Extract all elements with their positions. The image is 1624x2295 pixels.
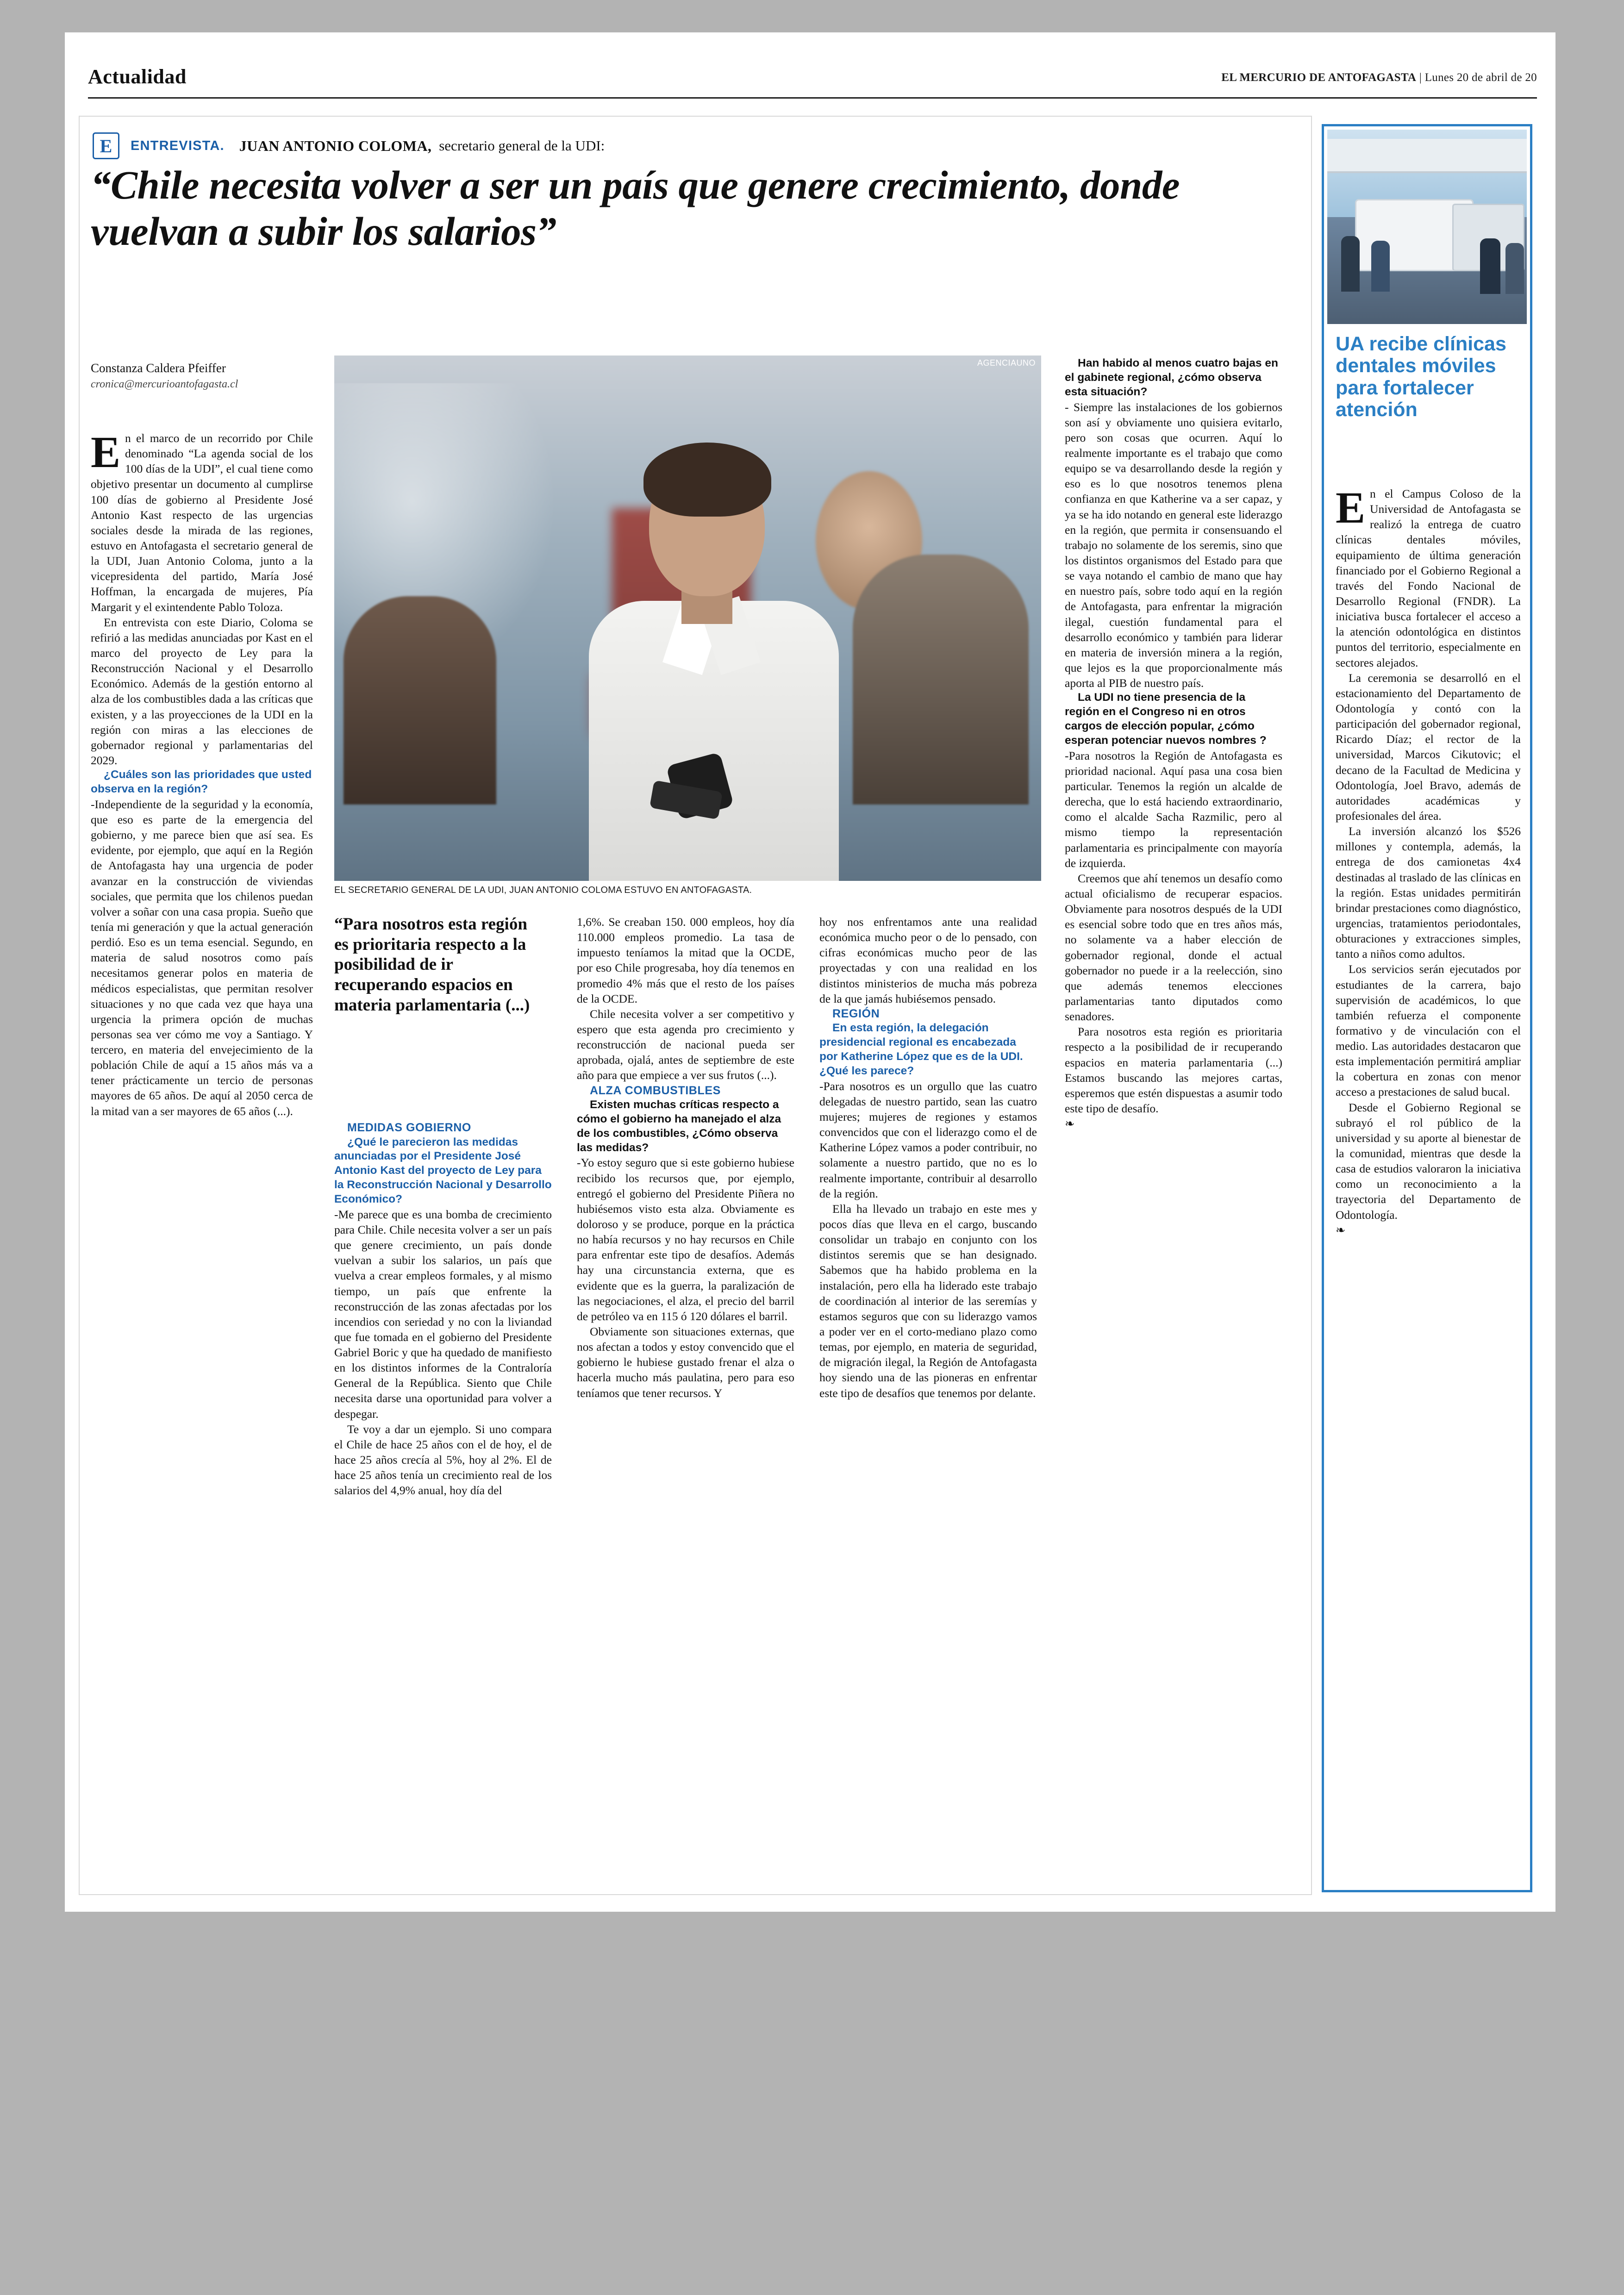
sidebar-paragraph: En el Campus Coloso de la Universidad de Antofagasta se realizó la entrega de cuatro clínicas dentales móviles, equipamiento de última generación financiado por el Gobierno Regional a través del Fondo Nacional de Desarrollo Regional (FNDR). La iniciativa busca fortalecer el acceso a la atención odontológica en distintos puntos del territorio, especialmente en sectores alejados.	[1336, 483, 1521, 669]
body-paragraph: Ella ha llevado un trabajo en este mes y pocos días que lleva en el cargo, buscando consolidar un trabajo en conjunto con los distintos seremis que se han designado. Sabemos que ha habido problema en la instalación, pero ella ha liderado este trabajo de coordinación al interior de las seremías y estamos seguros que con su liderazgo vamos a poder ver en el corto-mediano plazo como temas, por ejemplo, en materia de seguridad, de migración ilegal, la Región de Antofagasta hoy siendo una de las pioneras en enfrentar este tipo de desafíos que tenemos por delante.	[819, 1202, 1037, 1400]
column-4	[819, 914, 1037, 1401]
masthead	[88, 65, 1537, 99]
sidebar-photo-person	[1505, 243, 1524, 294]
byline-author: Constanza Caldera Pfeiffer	[91, 361, 226, 375]
entrevista-badge-icon: E	[93, 132, 119, 159]
interview-question: Han habido al menos cuatro bajas en el gabinete regional, ¿cómo observa esta situación?	[1065, 357, 1278, 398]
kicker-label: ENTREVISTA.	[131, 138, 225, 153]
interview-question: ¿Qué le parecieron las medidas anunciadas por el Presidente José Antonio Kast del proyecto de Ley para la Reconstrucción Nacional y Desarrollo Económico?	[334, 1135, 552, 1205]
section-subhead: MEDIDAS GOBIERNO	[347, 1121, 471, 1134]
sidebar-paragraph: La ceremonia se desarrolló en el estacionamiento del Departamento de Odontología y contó con la participación del gobernador regional, Ricardo Díaz; el rector de la universidad, Marcos Cikutovic; el decano de la Facultad de Medicina y Odontología, Joel Bravo, además de autoridades académicas y profesionales del área.	[1336, 671, 1521, 823]
interview-question: En esta región, la delegación presidencial regional es encabezada por Katherine López que es de la UDI. ¿Qué les parece?	[819, 1022, 1023, 1077]
column-3	[577, 914, 794, 1401]
photo-caption: EL SECRETARIO GENERAL DE LA UDI, JUAN ANTONIO COLOMA ESTUVO EN ANTOFAGASTA.	[334, 885, 752, 895]
sidebar-photo	[1327, 130, 1527, 324]
photo-subject-hair	[643, 443, 771, 517]
byline-email: cronica@mercurioantofagasta.cl	[91, 378, 238, 390]
headline: “Chile necesita volver a ser un país que genere crecimiento, donde vuelvan a subir los salarios”	[91, 162, 1180, 254]
photo-person-right	[853, 555, 1029, 804]
body-paragraph: -Para nosotros es un orgullo que las cuatro delegadas de nuestro partido, sean las cuatro mujeres; mujeres de regiones y estamos convencidos que con el liderazgo como el de Katherine López vamos a poder contribuir, no solamente a nuestro partido, que no es lo realmente importante, contribuir al desarrollo de la región.	[819, 1079, 1037, 1200]
body-paragraph: -Yo estoy seguro que si este gobierno hubiese recibido los recursos que, por ejemplo, entregó el gobierno del Presidente Piñera no hubiésemos visto esta alza. Obviamente es doloroso y se produce, porque en la práctica no había recursos y no hay recursos en Chile para enfrentar este tipo de desafíos. Además hay una circunstancia externa, que es evidente que es la guerra, la paralización de las negociaciones, el alza, el precio del barril de petróleo va en 115 ó 120 dólares el barril.	[577, 1156, 794, 1323]
body-paragraph: -Independiente de la seguridad y la economía, que eso es parte de la emergencia del gobierno, y me parece bien que así sea. Es evidente, por ejemplo, que aquí en la Región de Antofagasta hay una urgencia de poder avanzar en la construcción de viviendas sociales, que permita que los chilenos puedan volver a soñar con una casa propia. Sueño que tenía mi generación y que la actual generación perdió. Eso es un tema esencial. Segundo, en materia de salud nosotros como país necesitamos generar polos en materia de médicos especialistas, que permitan resolver situaciones y no que cada vez que haya una urgencia la primera opción de muchas personas sea ver cómo me voy a Santiago. Y tercero, en materia del envejecimiento de la población Chile de aquí a 15 años más va a tener prácticamente un tercio de personas mayores de 65 años. De aquí al 2050 cerca de la mitad van a ser mayores de 65 años (...).	[91, 797, 313, 1118]
column-5	[1065, 356, 1282, 1131]
sidebar-photo-person	[1480, 238, 1500, 294]
sidebar-paragraph: Los servicios serán ejecutados por estudiantes de la carrera, bajo supervisión de académicos, lo que también refuerza el componente formativo y de vinculación con el medio. Las autoridades destacaron que esta implementación permitirá ampliar la cobertura en zonas con menor acceso a prestaciones de salud bucal.	[1336, 962, 1521, 1099]
photo-credit: AGENCIAUNO	[977, 358, 1036, 368]
sidebar-paragraph: La inversión alcanzó los $526 millones y contempla, además, la entrega de dos camionetas 4x4 destinadas al traslado de las clínicas en la región. Estas unidades permitirán brindar prestaciones como diagnóstico, urgencias, tratamientos periodontales, obturaciones y extracciones simples, tanto a niños como adultos.	[1336, 824, 1521, 961]
section-title: Actualidad	[88, 65, 187, 88]
section-subhead: ALZA COMBUSTIBLES	[590, 1084, 721, 1097]
body-paragraph: hoy nos enfrentamos ante una realidad económica mucho peor o de lo pensado, con cifras económicas mucho peor de las proyectadas y con una realidad en los distintos ministerios de mucha más pobreza de la que jamás hubiésemos pensado.	[819, 915, 1037, 1005]
sidebar-photo-person	[1341, 236, 1360, 292]
sidebar-headline: UA recibe clínicas dentales móviles para fortalecer atención	[1336, 333, 1506, 421]
photo-person-left	[344, 596, 496, 804]
body-paragraph: En entrevista con este Diario, Coloma se refirió a las medidas anunciadas por Kast en el marco del proyecto de Ley para la Reconstrucción Nacional y el Desarrollo Económico. Además de la gestión entorno al alza de los combustibles dada a las críticas que existen, y a las proyecciones de la UDI en la región con miras a las elecciones de gobernador regional y parlamentarias del 2029.	[91, 615, 313, 767]
body-paragraph: 1,6%. Se creaban 150. 000 empleos, hoy día 110.000 empleos promedio. La tasa de impuesto teníamos la mitad que la OCDE, por eso Chile progresaba, hoy día tenemos en promedio 4% más que el resto de los países de la OCDE.	[577, 915, 794, 1005]
paper-name-line	[1221, 71, 1537, 84]
pull-quote: “Para nosotros esta región es prioritaria respecto a la posibilidad de ir recuperando espacios en materia parlamentaria (...)	[334, 915, 530, 1015]
paper-name: EL MERCURIO DE ANTOFAGASTA	[1221, 71, 1417, 84]
masthead-separator: |	[1419, 71, 1422, 84]
body-paragraph: Creemos que ahí tenemos un desafío como actual oficialismo de recuperar espacios. Obviamente para nosotros después de la UDI es esencial sobre todo que en tres años más, no solamente va a haber elección de gobernador regional, donde el actual gobernador no puede ir a la reelección, sino que además tenemos elecciones parlamentarias tanto diputados como senadores.	[1065, 871, 1282, 1023]
byline	[91, 361, 313, 391]
main-photo	[334, 355, 1041, 881]
body-paragraph: - Siempre las instalaciones de los gobiernos son así y obviamente uno quisiera evitarlo, pero son cosas que ocurren. Aquí lo realmente importante es el trabajo que como equipo se va desarrollando desde la región y eso es lo que nosotros tenemos plena confianza en que Katherine va a ser capaz, y ya se ha ido notando en general este liderazgo en la región, que permita ir consensuando el trabajo no solamente de los seremis, sino que los distintos organismos del Estado para que se vaya notando el cambio de mano que hay en nuestro país, sobre todo aquí en la región de Antofagasta, para enfrentar la migración ilegal, cuestión fundamental para el desarrollo económico y también para liderar en materia de inversión minera a la región, que lejos es la que proporcionalmente más aporta al PIB de nuestro país.	[1065, 400, 1282, 690]
article-end-mark: ❧	[1065, 1117, 1075, 1131]
body-paragraph: -Me parece que es una bomba de crecimiento para Chile. Chile necesita volver a ser un país que genere crecimiento, un país donde vuelvan a subir los salarios, un país que vuelva a crear empleos formales, y al mismo tiempo, un país que enfrente la reconstrucción de las zonas afectadas por los incendios con seriedad y no con la liviandad que fue tomada en el gobierno del Presidente Gabriel Boric y que ha quedado de manifiesto en los distintos informes de la Contraloría General de la República. Siento que Chile necesita darse una oportunidad para volver a despegar.	[334, 1207, 552, 1421]
body-paragraph: Te voy a dar un ejemplo. Si uno compara el Chile de hace 25 años con el de hoy, el de hace 25 años crecía al 5%, hoy al 2%. El de hace 25 años tenía un crecimiento real de los salarios del 4,9% anual, hoy día del	[334, 1422, 552, 1497]
body-paragraph: En el marco de un recorrido por Chile denominado “La agenda social de los 100 días de la UDI”, el cual tiene como objetivo presentar un documento al cumplirse 100 días de gobierno al Presidente José Antonio Kast respecto de las urgencias sociales desde la mirada de las regiones, estuvo en Antofagasta el secretario general de la UDI, Juan Antonio Coloma, junto a la vicepresidenta del partido, María José Hoffman, la encargada de mujeres, Pía Margarit y el exintendente Pablo Toloza.	[91, 427, 313, 614]
sidebar-photo-canopy	[1327, 139, 1527, 173]
body-paragraph: Obviamente son situaciones externas, que nos afectan a todos y estoy convencido que el gobierno le hubiese gustado frenar el alza o hacerla mucho más paulatina, pero para eso teníamos que tener recursos. Y	[577, 1325, 794, 1400]
sidebar-end-mark: ❧	[1336, 1223, 1346, 1237]
section-subhead: REGIÓN	[832, 1007, 880, 1020]
sidebar-body	[1336, 483, 1521, 1238]
masthead-date: Lunes 20 de abril de 20	[1424, 71, 1537, 84]
interviewee-role: secretario general de la UDI:	[439, 137, 605, 154]
body-paragraph: -Para nosotros la Región de Antofagasta es prioridad nacional. Aquí pasa una cosa bien particular. Tenemos la región un alcalde de derecha, que lo está haciendo extraordinario, como el alcalde Sacha Razmilic, pero al mismo tiempo la representación parlamentaria es principalmente con mayoría de izquierda.	[1065, 748, 1282, 870]
interviewee-name: JUAN ANTONIO COLOMA,	[239, 137, 432, 154]
article-kicker	[93, 132, 1296, 160]
interview-question: Existen muchas críticas respecto a cómo el gobierno ha manejado el alza de los combustibles, ¿Cómo observa las medidas?	[577, 1098, 781, 1154]
interview-question: ¿Cuáles son las prioridades que usted observa en la región?	[91, 768, 312, 795]
column-2	[334, 1120, 552, 1498]
body-paragraph: Para nosotros esta región es prioritaria respecto a la posibilidad de ir recuperando espacios en materia parlamentaria (...) Estamos buscando las mejores cartas, esperemos que estén dispuestas a asumir todo este tipo de desafío.	[1065, 1025, 1282, 1115]
body-paragraph: Chile necesita volver a ser competitivo y espero que esta agenda pro crecimiento y reconstrucción de nacional pueda ser aprobada, ojalá, antes de septiembre de este año para que empiece a ver sus frutos (...).	[577, 1007, 794, 1082]
sidebar-photo-person	[1371, 241, 1390, 292]
photo-main-subject	[533, 434, 857, 881]
sidebar-paragraph: Desde el Gobierno Regional se subrayó el rol público de la universidad y su aporte al bienestar de la comunidad, mientras que desde la casa de estudios valoraron la iniciativa como un reconocimiento a la trayectoria del Departamento de Odontología.	[1336, 1100, 1521, 1222]
interview-question: La UDI no tiene presencia de la región en el Congreso ni en otros cargos de elección popular, ¿cómo esperan potenciar nuevos nombres ?	[1065, 691, 1267, 747]
column-1	[91, 427, 313, 1119]
